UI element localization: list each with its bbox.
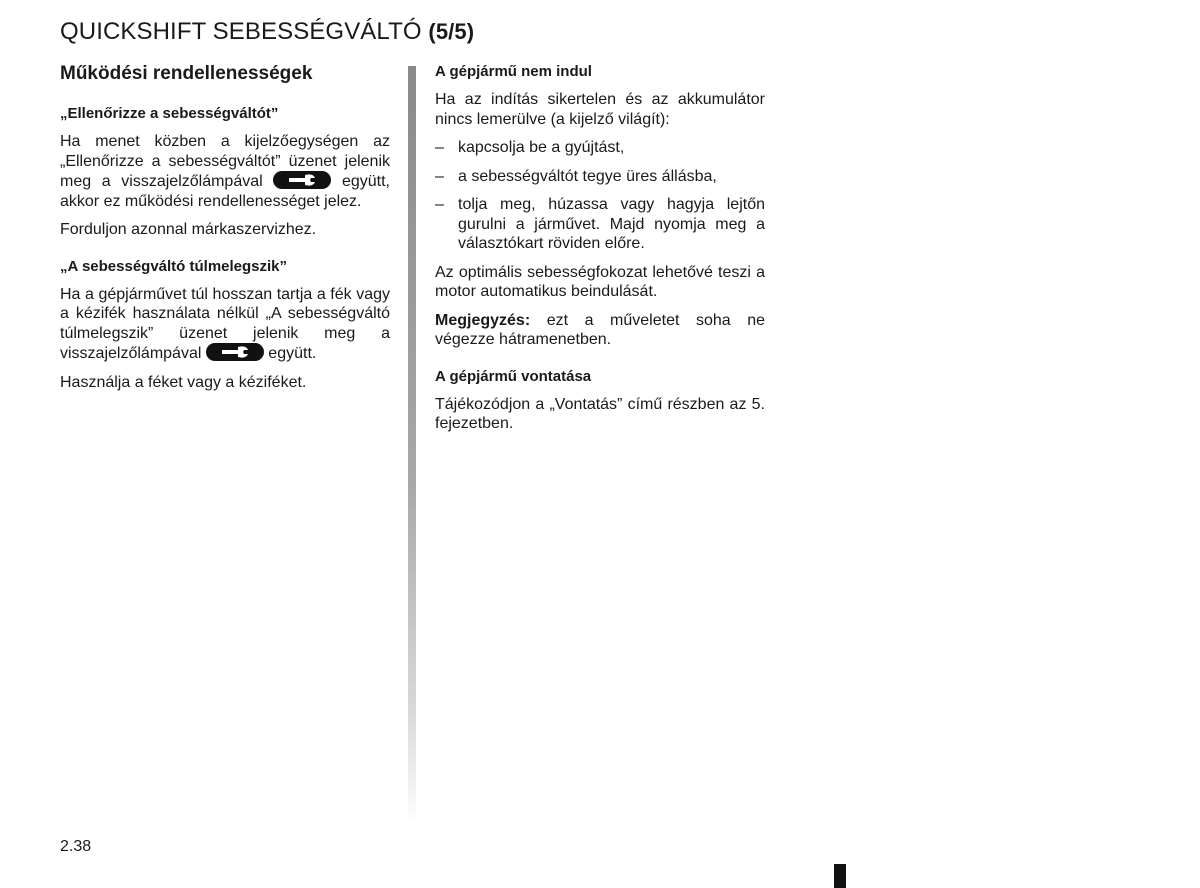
- page-title-part: (5/5): [428, 19, 475, 44]
- list-item-text: kapcsolja be a gyújtást,: [458, 139, 625, 156]
- check-gearbox-advice: Forduljon azonnal márkaszervizhez.: [60, 221, 317, 238]
- overheat-text-after: együtt.: [268, 345, 317, 362]
- list-item-text: a sebességváltót tegye üres állásba,: [458, 167, 717, 185]
- note: [435, 311, 765, 350]
- dash-mark: –: [435, 139, 444, 156]
- overheat-advice: Használja a féket vagy a kéziféket.: [60, 373, 307, 391]
- list-item: [435, 138, 765, 158]
- column-divider: [408, 66, 416, 826]
- note-text: ezt a műveletet soha ne végezze hátramenetben.: [435, 311, 765, 348]
- no-start-result: Az optimális sebességfokozat lehetővé teszi a motor automatikus beindulását.: [435, 263, 765, 300]
- overheat-heading: „A sebességváltó túlmelegszik”: [60, 257, 288, 275]
- check-gearbox-text-after: együtt, akkor ez működési rendellenességet jelez.: [60, 173, 390, 210]
- left-column: [60, 62, 390, 401]
- list-item-text: tolja meg, húzassa vagy hagyja lejtőn gurulni a járművet. Majd nyomja meg a választókart röviden előre.: [458, 196, 765, 252]
- section-title: Működési rendellenességek: [60, 63, 313, 84]
- check-gearbox-text: [60, 132, 390, 211]
- no-start-intro: Ha az indítás sikertelen és az akkumulátor nincs lemerülve (a kijelző világít):: [435, 91, 765, 128]
- note-label: Megjegyzés:: [435, 311, 531, 329]
- dash-mark: –: [435, 196, 444, 213]
- wrench-icon: [206, 343, 264, 361]
- no-start-heading: A gépjármű nem indul: [435, 63, 592, 80]
- check-gearbox-heading: „Ellenőrizze a sebességváltót”: [60, 105, 279, 122]
- check-gearbox-text-before: Ha menet közben a kijelzőegységen az „Ellenőrizze a sebességváltót” üzenet jelenik meg a visszajelzőlámpával: [60, 133, 390, 190]
- list-item: [435, 195, 765, 254]
- page-title: [60, 18, 474, 46]
- section-edge-marker: [834, 864, 846, 888]
- page-title-text: QUICKSHIFT SEBESSÉGVÁLTÓ: [60, 18, 422, 45]
- list-item: [435, 167, 765, 187]
- overheat-text-before: Ha a gépjárművet túl hosszan tartja a fék vagy a kézifék használata nélkül „A sebességváltó túlmelegszik” üzenet jelenik meg a visszajelzőlámpával: [60, 285, 390, 362]
- towing-text: Tájékozódjon a „Vontatás” című részben az 5. fejezetben.: [435, 395, 765, 432]
- overheat-text: [60, 285, 390, 364]
- no-start-steps: [435, 138, 765, 254]
- wrench-icon: [273, 171, 331, 189]
- dash-mark: –: [435, 167, 444, 185]
- right-column: [435, 62, 765, 443]
- page-number: 2.38: [60, 838, 92, 855]
- towing-heading: A gépjármű vontatása: [435, 367, 592, 385]
